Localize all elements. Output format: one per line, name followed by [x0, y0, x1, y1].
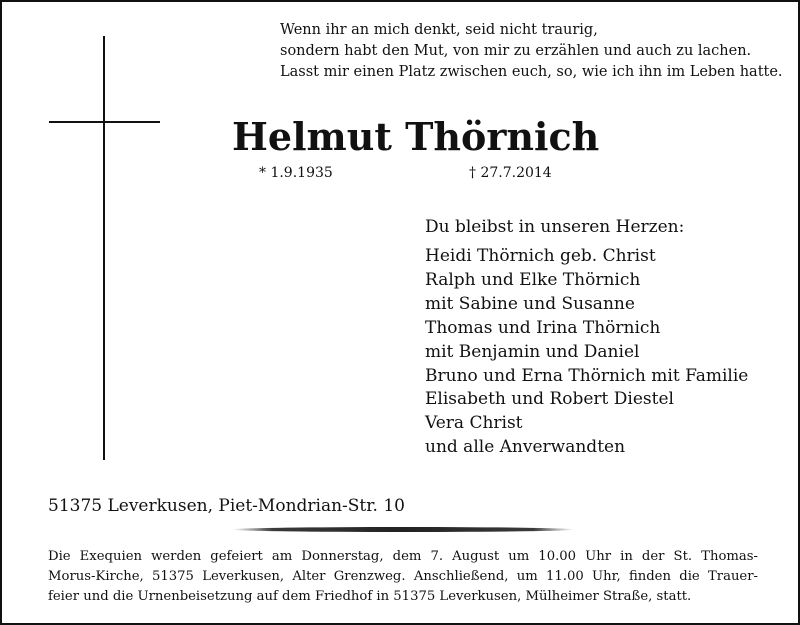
mourner-name: Heidi Thörnich geb. Christ	[425, 246, 656, 266]
deceased-name: Helmut Thörnich	[232, 114, 600, 159]
mourners-list	[425, 245, 748, 460]
mourner-name: Ralph und Elke Thörnich	[425, 269, 641, 290]
mourners-heading: Du bleibst in unseren Herzen:	[425, 217, 685, 237]
quote-line: Lasst mir einen Platz zwischen euch, so, wie ich ihn im Leben hatte.	[280, 64, 783, 80]
memorial-quote	[280, 20, 783, 83]
mourner-name: und alle Anverwandten	[425, 437, 626, 458]
service-line: feier und die Urnenbeisetzung auf dem Friedhof in 51375 Leverkusen, Mülheimer Straße, statt.	[48, 589, 692, 604]
cross-horizontal-bar	[49, 121, 160, 123]
mourner-name: Vera Christ	[425, 413, 523, 434]
mourner-name: Bruno und Erna Thörnich mit Familie	[425, 365, 749, 386]
decorative-divider	[232, 527, 574, 532]
death-date: † 27.7.2014	[469, 165, 552, 181]
mourner-name: mit Sabine und Susanne	[425, 293, 635, 314]
quote-line: sondern habt den Mut, von mir zu erzählen und auch zu lachen.	[280, 43, 752, 59]
mourner-name: Elisabeth und Robert Diestel	[425, 389, 674, 410]
service-line: Morus-Kirche, 51375 Leverkusen, Alter Grenzweg. Anschließend, um 11.00 Uhr, finden die Trauer-	[48, 569, 758, 584]
service-line: Die Exequien werden gefeiert am Donnerstag, dem 7. August um 10.00 Uhr in der St. Thomas-	[48, 549, 758, 564]
service-details	[48, 547, 758, 607]
family-address: 51375 Leverkusen, Piet-Mondrian-Str. 10	[48, 496, 405, 516]
cross-vertical-bar	[103, 36, 105, 460]
birth-date: * 1.9.1935	[259, 165, 333, 181]
mourner-name: mit Benjamin und Daniel	[425, 341, 640, 362]
quote-line: Wenn ihr an mich denkt, seid nicht traurig,	[280, 22, 598, 38]
mourner-name: Thomas und Irina Thörnich	[425, 317, 661, 338]
